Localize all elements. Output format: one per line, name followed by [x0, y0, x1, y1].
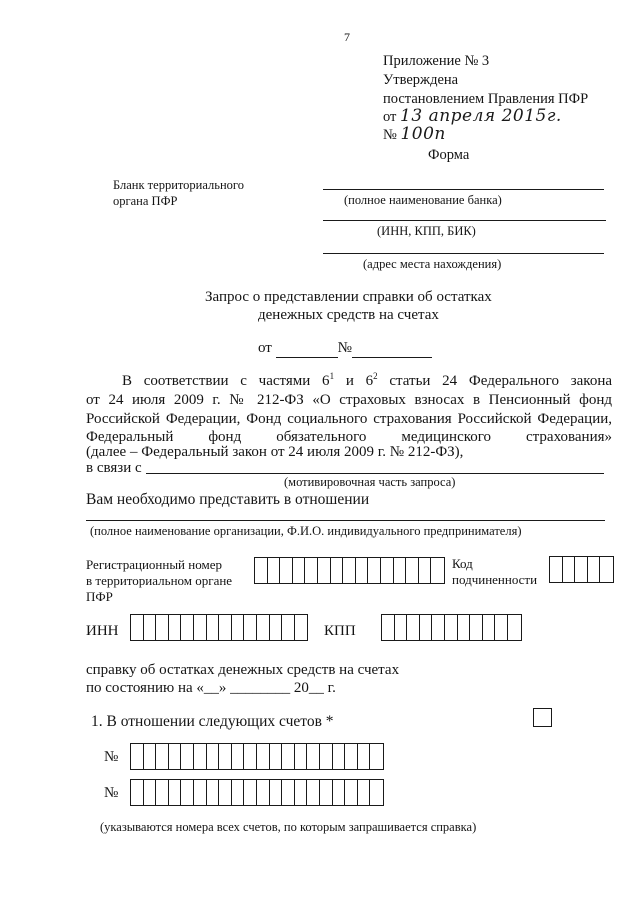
- input-cell[interactable]: [370, 744, 383, 769]
- organization-caption: (полное наименование организации, Ф.И.О. индивидуального предпринимателя): [90, 524, 522, 538]
- input-cell[interactable]: [156, 780, 169, 805]
- input-cell[interactable]: [270, 780, 283, 805]
- input-cell[interactable]: [181, 744, 194, 769]
- resolution-label: постановлением Правления ПФР: [383, 91, 589, 107]
- input-cell[interactable]: [407, 615, 420, 640]
- input-cell[interactable]: [270, 615, 283, 640]
- certificate-line1: справку об остатках денежных средств на счетах: [86, 662, 400, 678]
- account-row1-label: №: [104, 749, 119, 765]
- input-cell[interactable]: [320, 744, 333, 769]
- input-cell[interactable]: [295, 744, 308, 769]
- input-cell[interactable]: [293, 558, 306, 583]
- account-row1-cells[interactable]: [130, 743, 384, 770]
- inn-cells[interactable]: [130, 614, 308, 641]
- input-cell[interactable]: [219, 615, 232, 640]
- input-cell[interactable]: [194, 744, 207, 769]
- input-cell[interactable]: [318, 558, 331, 583]
- paragraph-line5: (далее – Федеральный закон от 24 июля 2009 г. № 212-ФЗ),: [86, 444, 464, 460]
- handwritten-number: 100п: [400, 124, 446, 144]
- blank-label-line1: Бланк территориального: [113, 178, 244, 192]
- input-cell[interactable]: [563, 557, 576, 582]
- bank-inn-caption: (ИНН, КПП, БИК): [377, 224, 476, 238]
- input-cell[interactable]: [244, 615, 257, 640]
- input-cell[interactable]: [268, 558, 281, 583]
- input-cell[interactable]: [282, 615, 295, 640]
- accounts-caption: (указываются номера всех счетов, по которым запрашивается справка): [100, 820, 477, 834]
- input-cell[interactable]: [432, 615, 445, 640]
- input-cell[interactable]: [358, 780, 371, 805]
- input-cell[interactable]: [356, 558, 369, 583]
- reg-number-cells[interactable]: [254, 557, 445, 584]
- resolution-number: [383, 125, 446, 145]
- account-row2-cells[interactable]: [130, 779, 384, 806]
- input-cell[interactable]: [131, 780, 144, 805]
- input-cell[interactable]: [345, 744, 358, 769]
- input-cell[interactable]: [445, 615, 458, 640]
- input-cell[interactable]: [305, 558, 318, 583]
- input-cell[interactable]: [382, 615, 395, 640]
- paragraph-line3: Российской Федерации, Фонд социального страхования Российской Федерации,: [86, 411, 612, 427]
- input-cell[interactable]: [194, 615, 207, 640]
- account-row2-label: №: [104, 785, 119, 801]
- input-cell[interactable]: [406, 558, 419, 583]
- form-label: Форма: [428, 147, 470, 163]
- input-cell[interactable]: [419, 558, 432, 583]
- input-cell[interactable]: [169, 744, 182, 769]
- number-label: №: [337, 340, 352, 356]
- appendix-number: Приложение № 3: [383, 53, 490, 69]
- input-cell[interactable]: [343, 558, 356, 583]
- input-cell[interactable]: [333, 780, 346, 805]
- handwritten-date: 13 апреля 2015г.: [400, 106, 562, 126]
- input-cell[interactable]: [331, 558, 344, 583]
- input-cell[interactable]: [232, 615, 245, 640]
- blank-label-line2: органа ПФР: [113, 194, 178, 208]
- input-cell[interactable]: [257, 615, 270, 640]
- input-cell[interactable]: [495, 615, 508, 640]
- request-date-number: [258, 340, 432, 358]
- input-cell[interactable]: [395, 615, 408, 640]
- inn-label: ИНН: [86, 623, 119, 639]
- request-title-line2: денежных средств на счетах: [258, 307, 439, 323]
- from-label: от: [258, 340, 272, 356]
- bank-inn-line[interactable]: [323, 220, 606, 221]
- bank-address-caption: (адрес места нахождения): [363, 257, 502, 271]
- input-cell[interactable]: [307, 780, 320, 805]
- input-cell[interactable]: [169, 615, 182, 640]
- certificate-line2: по состоянию на «__» ________ 20__ г.: [86, 680, 336, 696]
- input-cell[interactable]: [244, 744, 257, 769]
- bank-name-line[interactable]: [323, 189, 604, 190]
- input-cell[interactable]: [232, 744, 245, 769]
- input-cell[interactable]: [131, 744, 144, 769]
- subordination-cells[interactable]: [549, 556, 614, 583]
- request-number-field[interactable]: [352, 340, 432, 358]
- must-provide-text: Вам необходимо представить в отношении: [86, 491, 370, 508]
- input-cell[interactable]: [282, 744, 295, 769]
- input-cell[interactable]: [207, 744, 220, 769]
- input-cell[interactable]: [156, 615, 169, 640]
- input-cell[interactable]: [550, 557, 563, 582]
- input-cell[interactable]: [156, 744, 169, 769]
- kpp-cells[interactable]: [381, 614, 522, 641]
- input-cell[interactable]: [244, 780, 257, 805]
- input-cell[interactable]: [588, 557, 601, 582]
- input-cell[interactable]: [219, 744, 232, 769]
- input-cell[interactable]: [458, 615, 471, 640]
- input-cell[interactable]: [232, 780, 245, 805]
- input-cell[interactable]: [144, 744, 157, 769]
- paragraph-line4: Федеральный фонд обязательного медицинского страхования»: [86, 429, 612, 445]
- input-cell[interactable]: [600, 557, 613, 582]
- input-cell[interactable]: [207, 615, 220, 640]
- bank-name-caption: (полное наименование банка): [344, 193, 502, 207]
- input-cell[interactable]: [257, 780, 270, 805]
- page-number: 7: [344, 30, 350, 44]
- input-cell[interactable]: [368, 558, 381, 583]
- approved-label: Утверждена: [383, 72, 459, 88]
- input-cell[interactable]: [295, 615, 308, 640]
- input-cell[interactable]: [131, 615, 144, 640]
- request-title-line1: Запрос о представлении справки об остатках: [205, 289, 492, 305]
- paragraph-line1: В соответствии с частями $6^1$ и $6^2$ статьи 24 Федерального закона: [122, 371, 612, 389]
- input-cell[interactable]: [219, 780, 232, 805]
- input-cell[interactable]: [295, 780, 308, 805]
- input-cell[interactable]: [381, 558, 394, 583]
- subordination-label: Код подчиненности: [452, 556, 538, 587]
- input-cell[interactable]: [255, 558, 268, 583]
- bank-address-line[interactable]: [323, 253, 604, 254]
- input-cell[interactable]: [358, 744, 371, 769]
- input-cell[interactable]: [169, 780, 182, 805]
- kpp-label: КПП: [324, 623, 356, 639]
- input-cell[interactable]: [394, 558, 407, 583]
- organization-line[interactable]: [86, 520, 605, 521]
- request-date-field[interactable]: [276, 340, 338, 358]
- paragraph-line6: в связи с: [86, 460, 142, 476]
- number-prefix: №: [383, 127, 397, 143]
- input-cell[interactable]: [345, 780, 358, 805]
- accounts-checkbox[interactable]: [533, 708, 552, 727]
- motive-caption: (мотивировочная часть запроса): [284, 475, 456, 489]
- input-cell[interactable]: [144, 780, 157, 805]
- input-cell[interactable]: [144, 615, 157, 640]
- input-cell[interactable]: [420, 615, 433, 640]
- input-cell[interactable]: [280, 558, 293, 583]
- input-cell[interactable]: [307, 744, 320, 769]
- reg-number-label: Регистрационный номер в территориальном органе ПФР: [86, 557, 233, 604]
- input-cell[interactable]: [181, 615, 194, 640]
- input-cell[interactable]: [483, 615, 496, 640]
- motive-line[interactable]: [146, 473, 604, 474]
- input-cell[interactable]: [333, 744, 346, 769]
- input-cell[interactable]: [431, 558, 444, 583]
- paragraph-line2: от 24 июля 2009 г. № 212-ФЗ «О страховых взносах в Пенсионный фонд: [86, 392, 612, 408]
- input-cell[interactable]: [181, 780, 194, 805]
- input-cell[interactable]: [575, 557, 588, 582]
- input-cell[interactable]: [470, 615, 483, 640]
- accounts-heading: 1. В отношении следующих счетов *: [91, 713, 334, 730]
- input-cell[interactable]: [282, 780, 295, 805]
- input-cell[interactable]: [257, 744, 270, 769]
- input-cell[interactable]: [194, 780, 207, 805]
- input-cell[interactable]: [270, 744, 283, 769]
- input-cell[interactable]: [370, 780, 383, 805]
- input-cell[interactable]: [320, 780, 333, 805]
- input-cell[interactable]: [508, 615, 521, 640]
- input-cell[interactable]: [207, 780, 220, 805]
- date-prefix: от: [383, 109, 397, 125]
